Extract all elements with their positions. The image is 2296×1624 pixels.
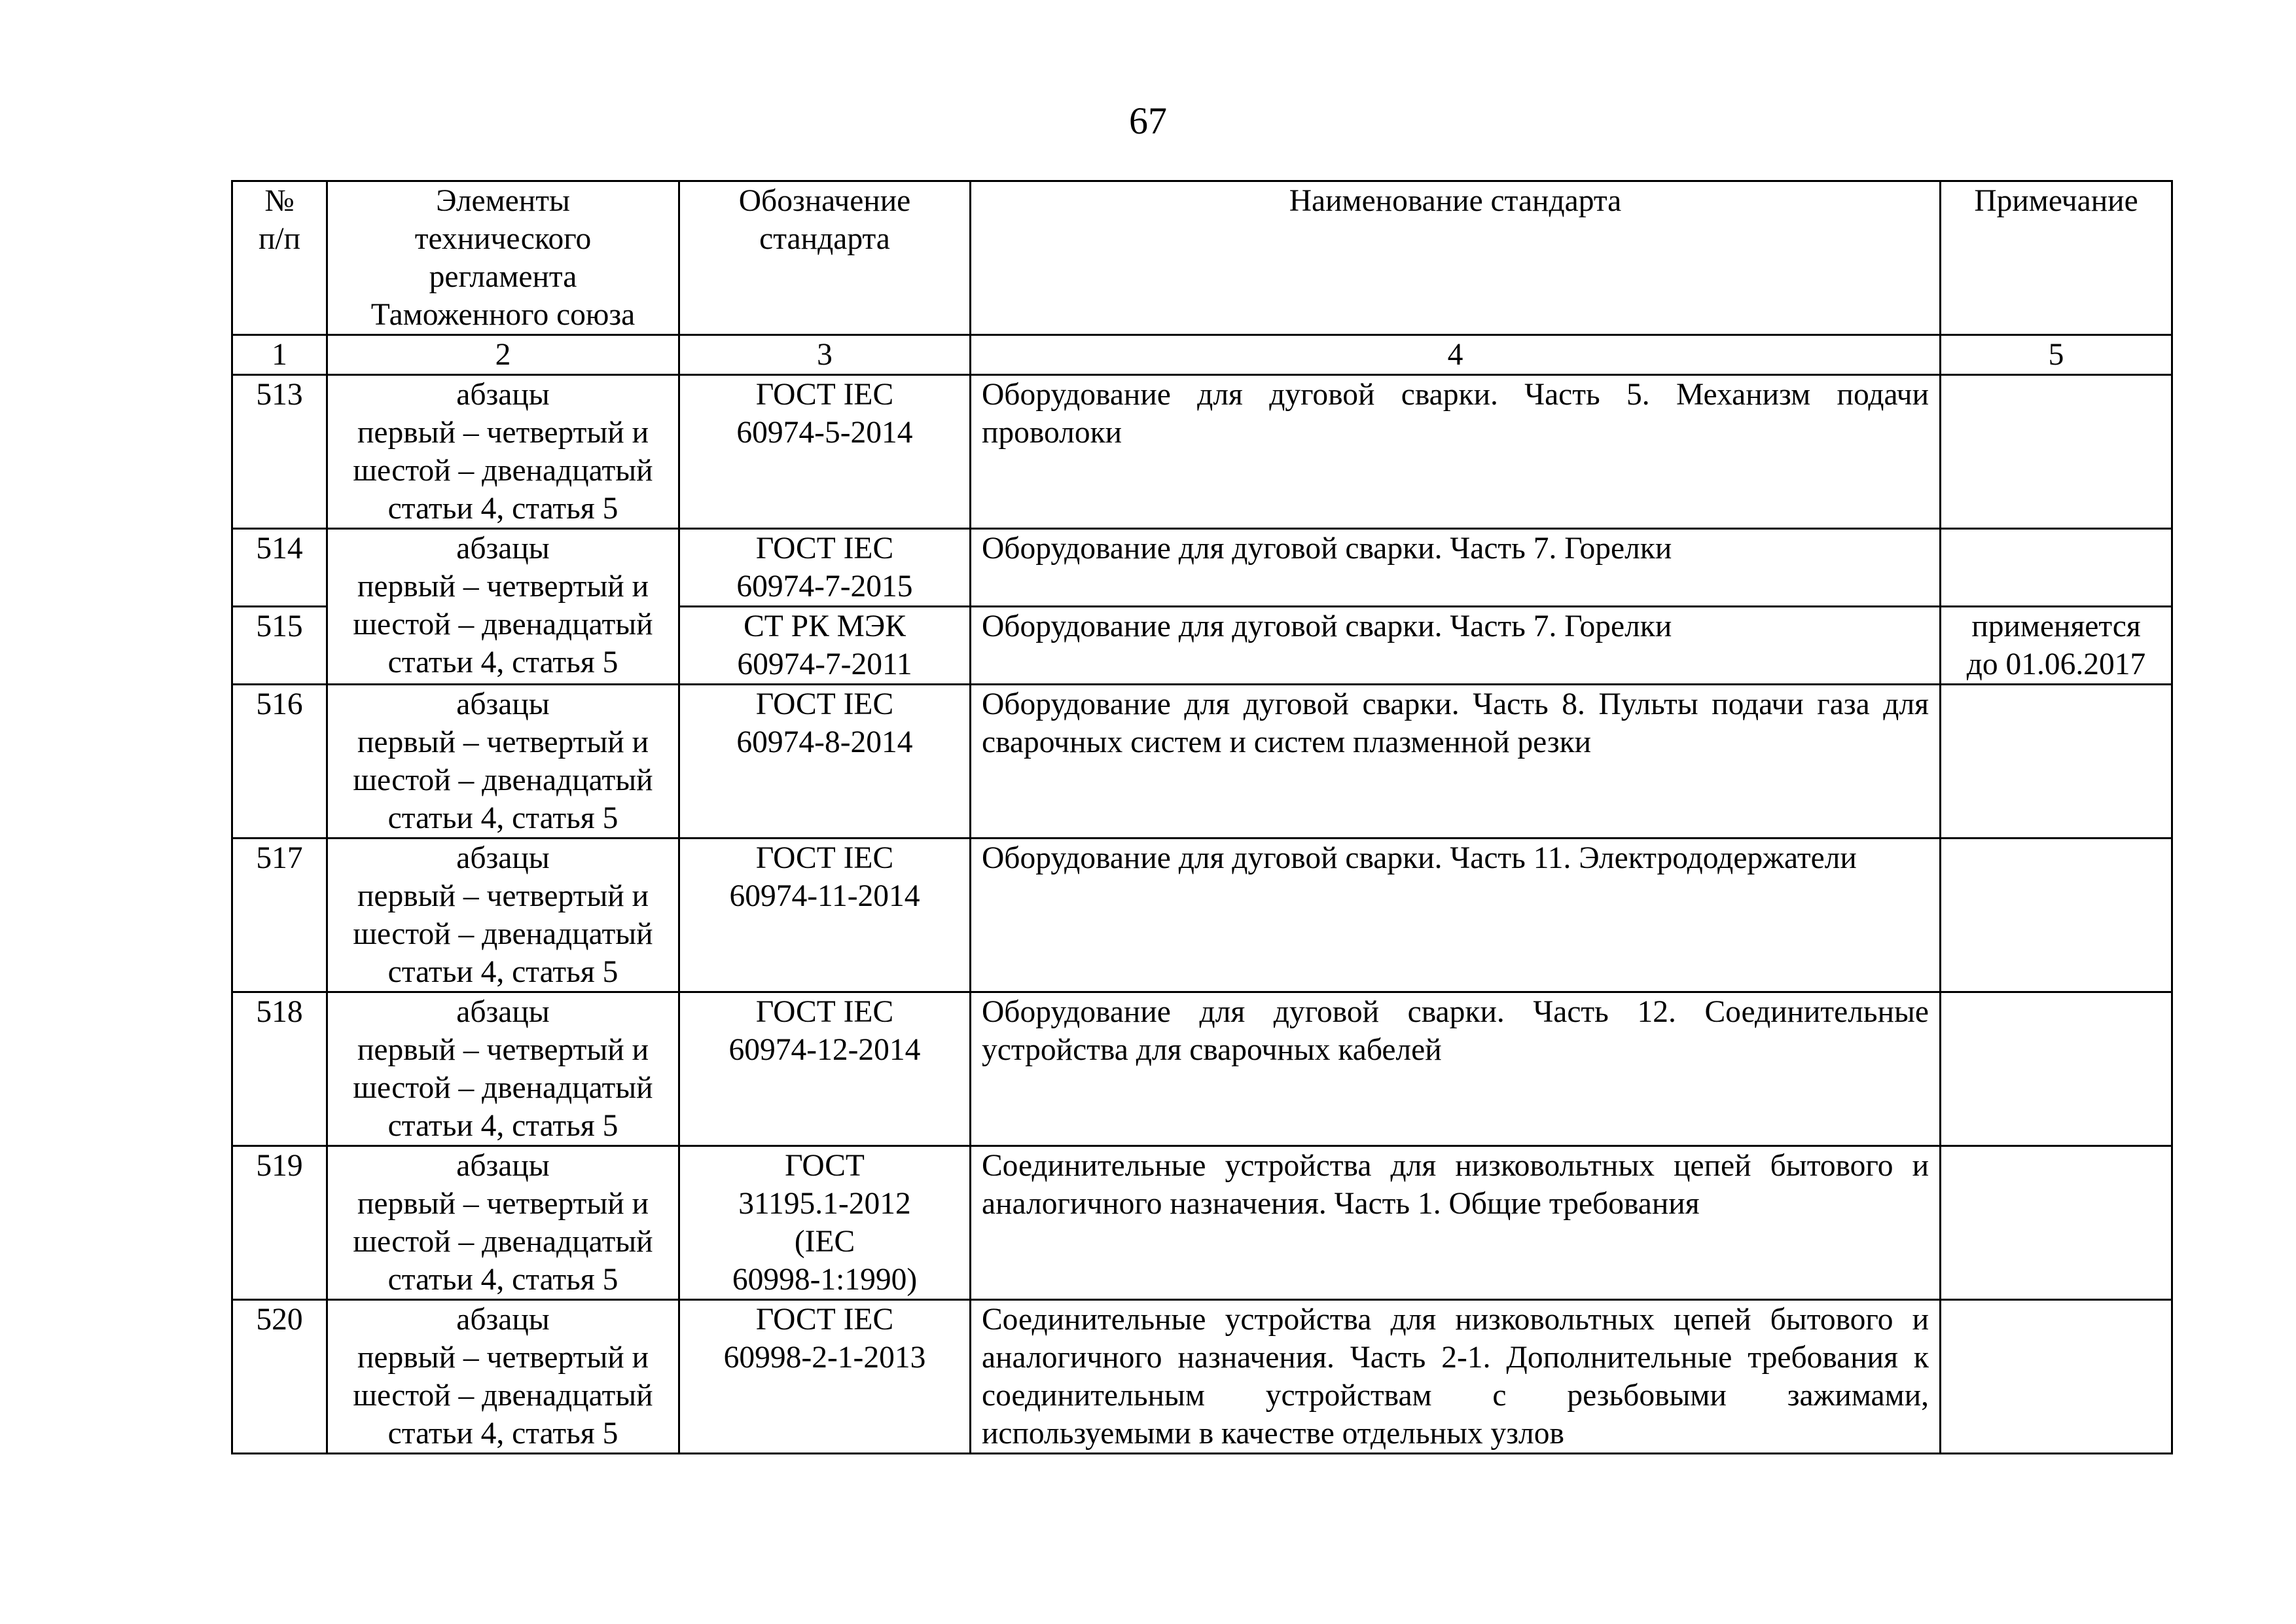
row-note xyxy=(1941,839,2172,992)
row-designation: ГОСТ IEC 60974-5-2014 xyxy=(679,375,971,529)
row-standard-name: Оборудование для дуговой сварки. Часть 8. Пульты подачи газа для сварочных систем и систем плазменной резки xyxy=(971,685,1941,839)
row-note xyxy=(1941,529,2172,607)
standards-table xyxy=(231,180,2173,1454)
row-designation: ГОСТ IEC 60974-8-2014 xyxy=(679,685,971,839)
row-standard-name: Оборудование для дуговой сварки. Часть 7. Горелки xyxy=(971,607,1941,685)
row-standard-name: Соединительные устройства для низковольтных цепей бытового и аналогичного назначения. Часть 2-1. Дополнительные требования к соединительным устройствам с резьбовыми зажимами, используемыми в качестве отдельных узлов xyxy=(971,1300,1941,1454)
table-row xyxy=(232,375,2172,529)
table-row xyxy=(232,839,2172,992)
row-designation: СТ РК МЭК 60974-7-2011 xyxy=(679,607,971,685)
row-note: применяется до 01.06.2017 xyxy=(1941,607,2172,685)
row-number: 515 xyxy=(232,607,327,685)
table-row xyxy=(232,1146,2172,1300)
header-row xyxy=(232,181,2172,335)
row-standard-name: Соединительные устройства для низковольтных цепей бытового и аналогичного назначения. Часть 1. Общие требования xyxy=(971,1146,1941,1300)
row-designation: ГОСТ IEC 60974-7-2015 xyxy=(679,529,971,607)
row-designation: ГОСТ IEC 60974-11-2014 xyxy=(679,839,971,992)
row-elements: абзацы первый – четвертый и шестой – двенадцатый статьи 4, статья 5 xyxy=(327,529,679,685)
row-elements: абзацы первый – четвертый и шестой – двенадцатый статьи 4, статья 5 xyxy=(327,1146,679,1300)
row-note xyxy=(1941,1146,2172,1300)
row-note xyxy=(1941,685,2172,839)
column-number: 1 xyxy=(232,335,327,375)
header-note: Примечание xyxy=(1941,181,2172,335)
row-elements: абзацы первый – четвертый и шестой – двенадцатый статьи 4, статья 5 xyxy=(327,839,679,992)
row-number: 513 xyxy=(232,375,327,529)
row-elements: абзацы первый – четвертый и шестой – двенадцатый статьи 4, статья 5 xyxy=(327,992,679,1146)
row-designation: ГОСТ IEC 60974-12-2014 xyxy=(679,992,971,1146)
row-standard-name: Оборудование для дуговой сварки. Часть 12. Соединительные устройства для сварочных кабелей xyxy=(971,992,1941,1146)
row-number: 517 xyxy=(232,839,327,992)
row-designation: ГОСТ 31195.1-2012 (IEC 60998-1:1990) xyxy=(679,1146,971,1300)
row-note xyxy=(1941,375,2172,529)
row-standard-name: Оборудование для дуговой сварки. Часть 11. Электрододержатели xyxy=(971,839,1941,992)
row-note xyxy=(1941,1300,2172,1454)
row-elements: абзацы первый – четвертый и шестой – двенадцатый статьи 4, статья 5 xyxy=(327,375,679,529)
row-elements: абзацы первый – четвертый и шестой – двенадцатый статьи 4, статья 5 xyxy=(327,685,679,839)
column-number: 2 xyxy=(327,335,679,375)
header-elements: Элементы технического регламента Таможенного союза xyxy=(327,181,679,335)
row-number: 516 xyxy=(232,685,327,839)
row-standard-name: Оборудование для дуговой сварки. Часть 7. Горелки xyxy=(971,529,1941,607)
header-name: Наименование стандарта xyxy=(971,181,1941,335)
row-number: 520 xyxy=(232,1300,327,1454)
row-standard-name: Оборудование для дуговой сварки. Часть 5. Механизм подачи проволоки xyxy=(971,375,1941,529)
row-designation: ГОСТ IEC 60998-2-1-2013 xyxy=(679,1300,971,1454)
table-row xyxy=(232,685,2172,839)
row-elements: абзацы первый – четвертый и шестой – двенадцатый статьи 4, статья 5 xyxy=(327,1300,679,1454)
column-number: 3 xyxy=(679,335,971,375)
row-number: 519 xyxy=(232,1146,327,1300)
table-row xyxy=(232,992,2172,1146)
row-note xyxy=(1941,992,2172,1146)
row-number: 518 xyxy=(232,992,327,1146)
header-designation: Обозначение стандарта xyxy=(679,181,971,335)
page-number: 67 xyxy=(1129,99,1167,142)
row-number: 514 xyxy=(232,529,327,607)
column-number: 4 xyxy=(971,335,1941,375)
column-number-row xyxy=(232,335,2172,375)
table-row xyxy=(232,1300,2172,1454)
header-num: № п/п xyxy=(232,181,327,335)
column-number: 5 xyxy=(1941,335,2172,375)
table-row xyxy=(232,529,2172,607)
